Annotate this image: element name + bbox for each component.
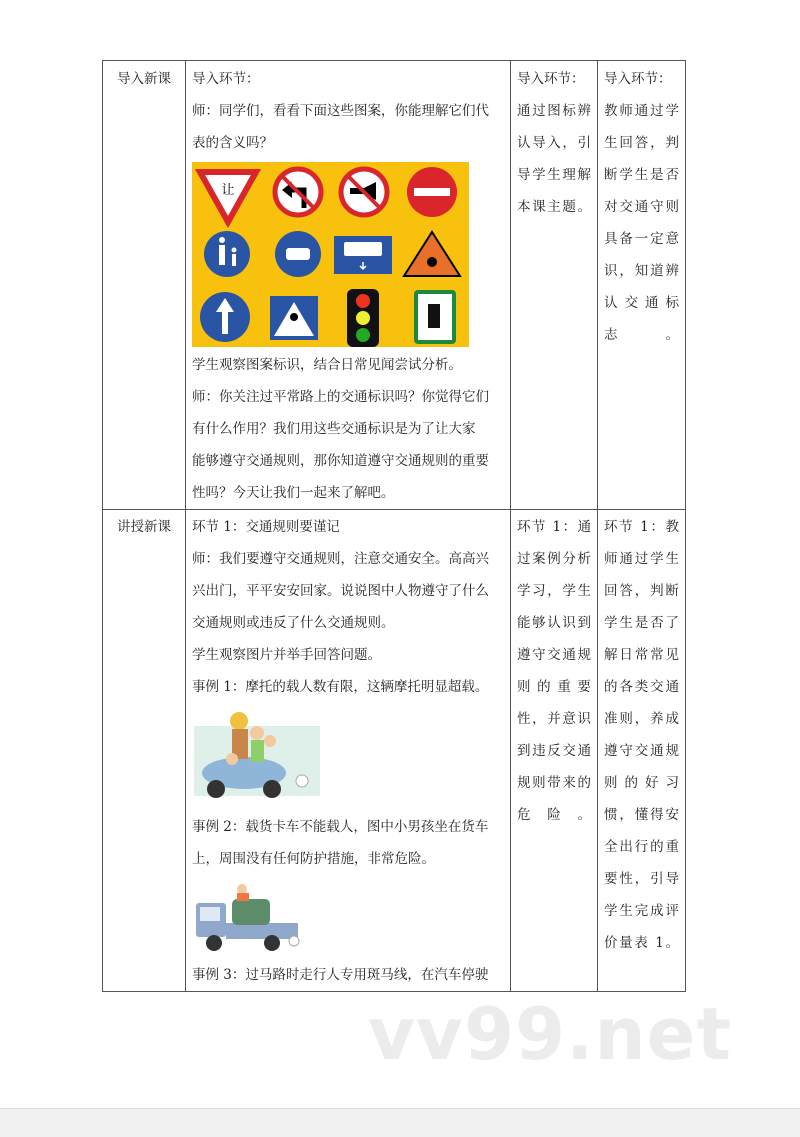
text-line: 志。 <box>604 327 679 343</box>
process-cell <box>186 510 511 992</box>
no-left-turn-sign-icon <box>275 169 321 215</box>
crosswalk-sign-icon <box>270 296 318 340</box>
text-line: 学习，学生 <box>517 583 591 599</box>
table-row <box>103 510 686 992</box>
text-line: 则 的 好 习 <box>604 775 679 791</box>
text-line: 事例 2：载货卡车不能载人，图中小男孩坐在货车 <box>192 819 489 835</box>
overloaded-motorcycle-illustration <box>194 711 320 801</box>
text-line: 师：同学们，看看下面这些图案，你能理解它们代 <box>192 103 489 119</box>
text-line: 能够认识到 <box>517 615 591 631</box>
text-line: 生回答，判 <box>604 135 679 151</box>
text-line: 对交通守则 <box>604 199 679 215</box>
no-entry-sign-icon <box>407 167 457 217</box>
text-line: 导学生理解 <box>517 167 591 183</box>
text-line: 惯，懂得安 <box>604 807 679 823</box>
text-line: 遵守交通规 <box>604 743 679 759</box>
bus-lane-sign-icon <box>334 236 392 274</box>
text-line: 认导入，引 <box>517 135 591 151</box>
text-line: 师：你关注过平常路上的交通标识吗？你觉得它们 <box>192 389 489 405</box>
text-line: 本课主题。 <box>517 199 591 215</box>
text-line: 上，周围没有任何防护措施，非常危险。 <box>192 851 435 867</box>
text-line: 回答，判断 <box>604 583 679 599</box>
text-line: 导入环节： <box>192 71 260 87</box>
text-line: 通过图标辨 <box>517 103 591 119</box>
traffic-signs-image <box>192 162 469 347</box>
text-line: 性吗？今天让我们一起来了解吧。 <box>192 485 395 501</box>
text-line: 到违反交通 <box>517 743 591 759</box>
no-horn-sign-icon <box>341 169 387 215</box>
text-line: 兴出门，平平安安回家。说说图中人物遵守了什么 <box>192 583 489 599</box>
text-line: 认 交 通 标 <box>604 295 679 311</box>
text-line: 事例 1：摩托的载人数有限，这辆摩托明显超载。 <box>192 679 489 695</box>
motor-vehicle-sign-icon <box>275 231 321 277</box>
text-line: 遵守交通规 <box>517 647 591 663</box>
text-line: 环节 1：通 <box>517 519 591 535</box>
text-line: 要性，引导 <box>604 871 679 887</box>
text-line: 学生是否了 <box>604 615 679 631</box>
text-line: 价量表 1。 <box>604 935 679 951</box>
text-line: 识，知道辨 <box>604 263 679 279</box>
text-line: 全出行的重 <box>604 839 679 855</box>
text-line: 环节 1：教 <box>604 519 679 535</box>
text-line: 环节 1：交通规则要谨记 <box>192 519 340 535</box>
stage-label: 讲授新课 <box>117 519 171 535</box>
text-line: 学生观察图案标识，结合日常见闻尝试分析。 <box>192 357 462 373</box>
page-bottom-bar <box>0 1108 800 1137</box>
text-line: 规则带来的 <box>517 775 591 791</box>
text-line: 导入环节： <box>517 71 585 87</box>
text-line: 师：我们要遵守交通规则，注意交通安全。高高兴 <box>192 551 489 567</box>
text-line: 断学生是否 <box>604 167 679 183</box>
watermark: vv99.net <box>368 992 732 1076</box>
text-line: 学生完成评 <box>604 903 679 919</box>
text-line: 则 的 重 要 <box>517 679 591 695</box>
text-line: 事例 3：过马路时走行人专用斑马线，在汽车停驶 <box>192 967 489 983</box>
yield-sign-text: 让 <box>221 183 235 198</box>
text-line: 有什么作用？我们用这些交通标识是为了让大家 <box>192 421 476 437</box>
process-cell <box>186 61 511 510</box>
table-row <box>103 61 686 510</box>
text-line: 的各类交通 <box>604 679 679 695</box>
straight-ahead-sign-icon <box>200 292 250 342</box>
truck-with-boy-illustration <box>194 881 304 955</box>
text-line: 导入环节： <box>604 71 672 87</box>
text-line: 具备一定意 <box>604 231 679 247</box>
text-line: 过案例分析 <box>517 551 591 567</box>
traffic-light-icon <box>347 289 379 347</box>
text-line: 准则，养成 <box>604 711 679 727</box>
lesson-plan-table <box>102 60 686 992</box>
text-line: 学生观察图片并举手回答问题。 <box>192 647 381 663</box>
text-line: 危险。 <box>517 807 591 823</box>
text-line: 能够遵守交通规则，那你知道遵守交通规则的重要 <box>192 453 489 469</box>
text-line: 师通过学生 <box>604 551 679 567</box>
text-line: 表的含义吗？ <box>192 135 273 151</box>
gas-station-sign-icon <box>414 290 456 344</box>
pedestrian-sign-icon <box>204 231 250 277</box>
text-line: 交通规则或违反了什么交通规则。 <box>192 615 395 631</box>
stage-label: 导入新课 <box>117 71 171 87</box>
text-line: 性，并意识 <box>517 711 591 727</box>
text-line: 解日常常见 <box>604 647 679 663</box>
text-line: 教师通过学 <box>604 103 679 119</box>
